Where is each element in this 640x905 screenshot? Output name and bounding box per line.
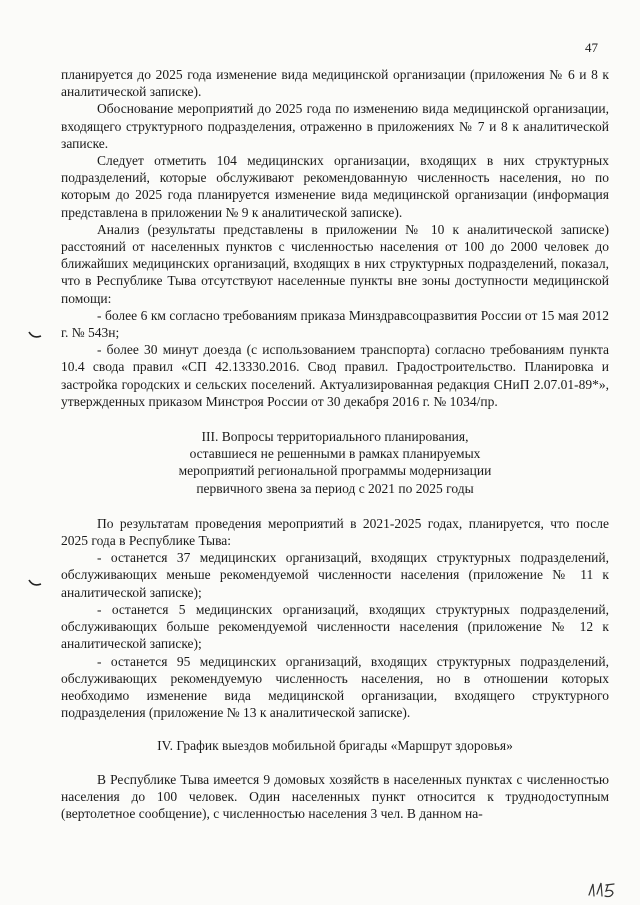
list-item: - более 30 минут доезда (с использованием транспорта) согласно требованиям пункта 10.4 свода правил «СП 42.13330.2016. Свод правил. Градостроительство. Планировка и застройка городских и сельских поселений. Актуализированная редакция СНиП 2.07.01-89*», утвержденных приказом Минстроя России от 30 декабря 2016 г. № 1034/пр. — [61, 342, 609, 409]
paragraph: По результатам проведения мероприятий в 2021-2025 годах, планируется, что после 2025 года в Республике Тыва: — [61, 515, 609, 549]
margin-tick-mark — [28, 330, 42, 340]
paragraph: Анализ (результаты представлены в приложении № 10 к аналитической записке) расстояний от населенных пунктов с численностью населения от 100 до 2000 человек до ближайших медицинских организаций, входящих в них структурных подразделений, показал, что в Республике Тыва отсутствуют населенные пункты вне зоны доступности медицинской помощи: — [61, 221, 609, 306]
heading-line: оставшиеся не решенными в рамках планируемых — [189, 446, 481, 462]
handwritten-page-mark — [586, 879, 620, 899]
list-item: - останется 5 медицинских организаций, входящих структурных подразделений, обслуживающих больше рекомендуемой численности населения (приложение № 12 к аналитической записке); — [61, 601, 609, 652]
paragraph: Следует отметить 104 медицинских организации, входящих в них структурных подразделений, которые обслуживают рекомендованную численность населения, но по которым до 2025 года планируется изменение вида медицинской организации (информация представлена в приложении № 9 к аналитической записке). — [61, 153, 609, 220]
margin-tick-mark — [28, 578, 42, 588]
heading-line: первичного звена за период с 2021 по 2025 годы — [196, 480, 474, 496]
list-item: - более 6 км согласно требованиям приказа Минздравсоцразвития России от 15 мая 2012 г. № 543н; — [61, 307, 609, 341]
paragraph: В Республике Тыва имеется 9 домовых хозяйств в населенных пунктах с численностью населения до 100 человек. Один населенных пункт относится к труднодоступным (вертолетное сообщение), с численностью населения 3 чел. В данном на- — [61, 771, 609, 821]
paragraph: планируется до 2025 года изменение вида медицинской организации (приложения № 6 и 8 к аналитической записке). — [61, 67, 609, 100]
document-body — [61, 66, 609, 822]
heading-line: III. Вопросы территориального планирования, — [201, 429, 469, 445]
heading-line: мероприятий региональной программы модернизации — [178, 463, 492, 479]
paragraph: Обоснование мероприятий до 2025 года по изменению вида медицинской организации, входящего структурного подразделения, отраженно в приложениях № 7 и 8 к аналитической записке. — [61, 101, 609, 151]
section-heading-4: IV. График выездов мобильной бригады «Маршрут здоровья» — [157, 738, 513, 754]
section-heading-3 — [61, 428, 609, 497]
list-item: - останется 37 медицинских организаций, входящих структурных подразделений, обслуживающих меньше рекомендуемой численности населения (приложение № 11 к аналитической записке); — [61, 550, 609, 600]
page-number: 47 — [585, 40, 598, 55]
list-item: - останется 95 медицинских организаций, входящих структурных подразделений, обслуживающих рекомендуемую численность населения, но в отношении которых необходимо изменение вида медицинской организации, входящего структурного подразделения (приложение № 13 к аналитической записке). — [61, 653, 609, 721]
